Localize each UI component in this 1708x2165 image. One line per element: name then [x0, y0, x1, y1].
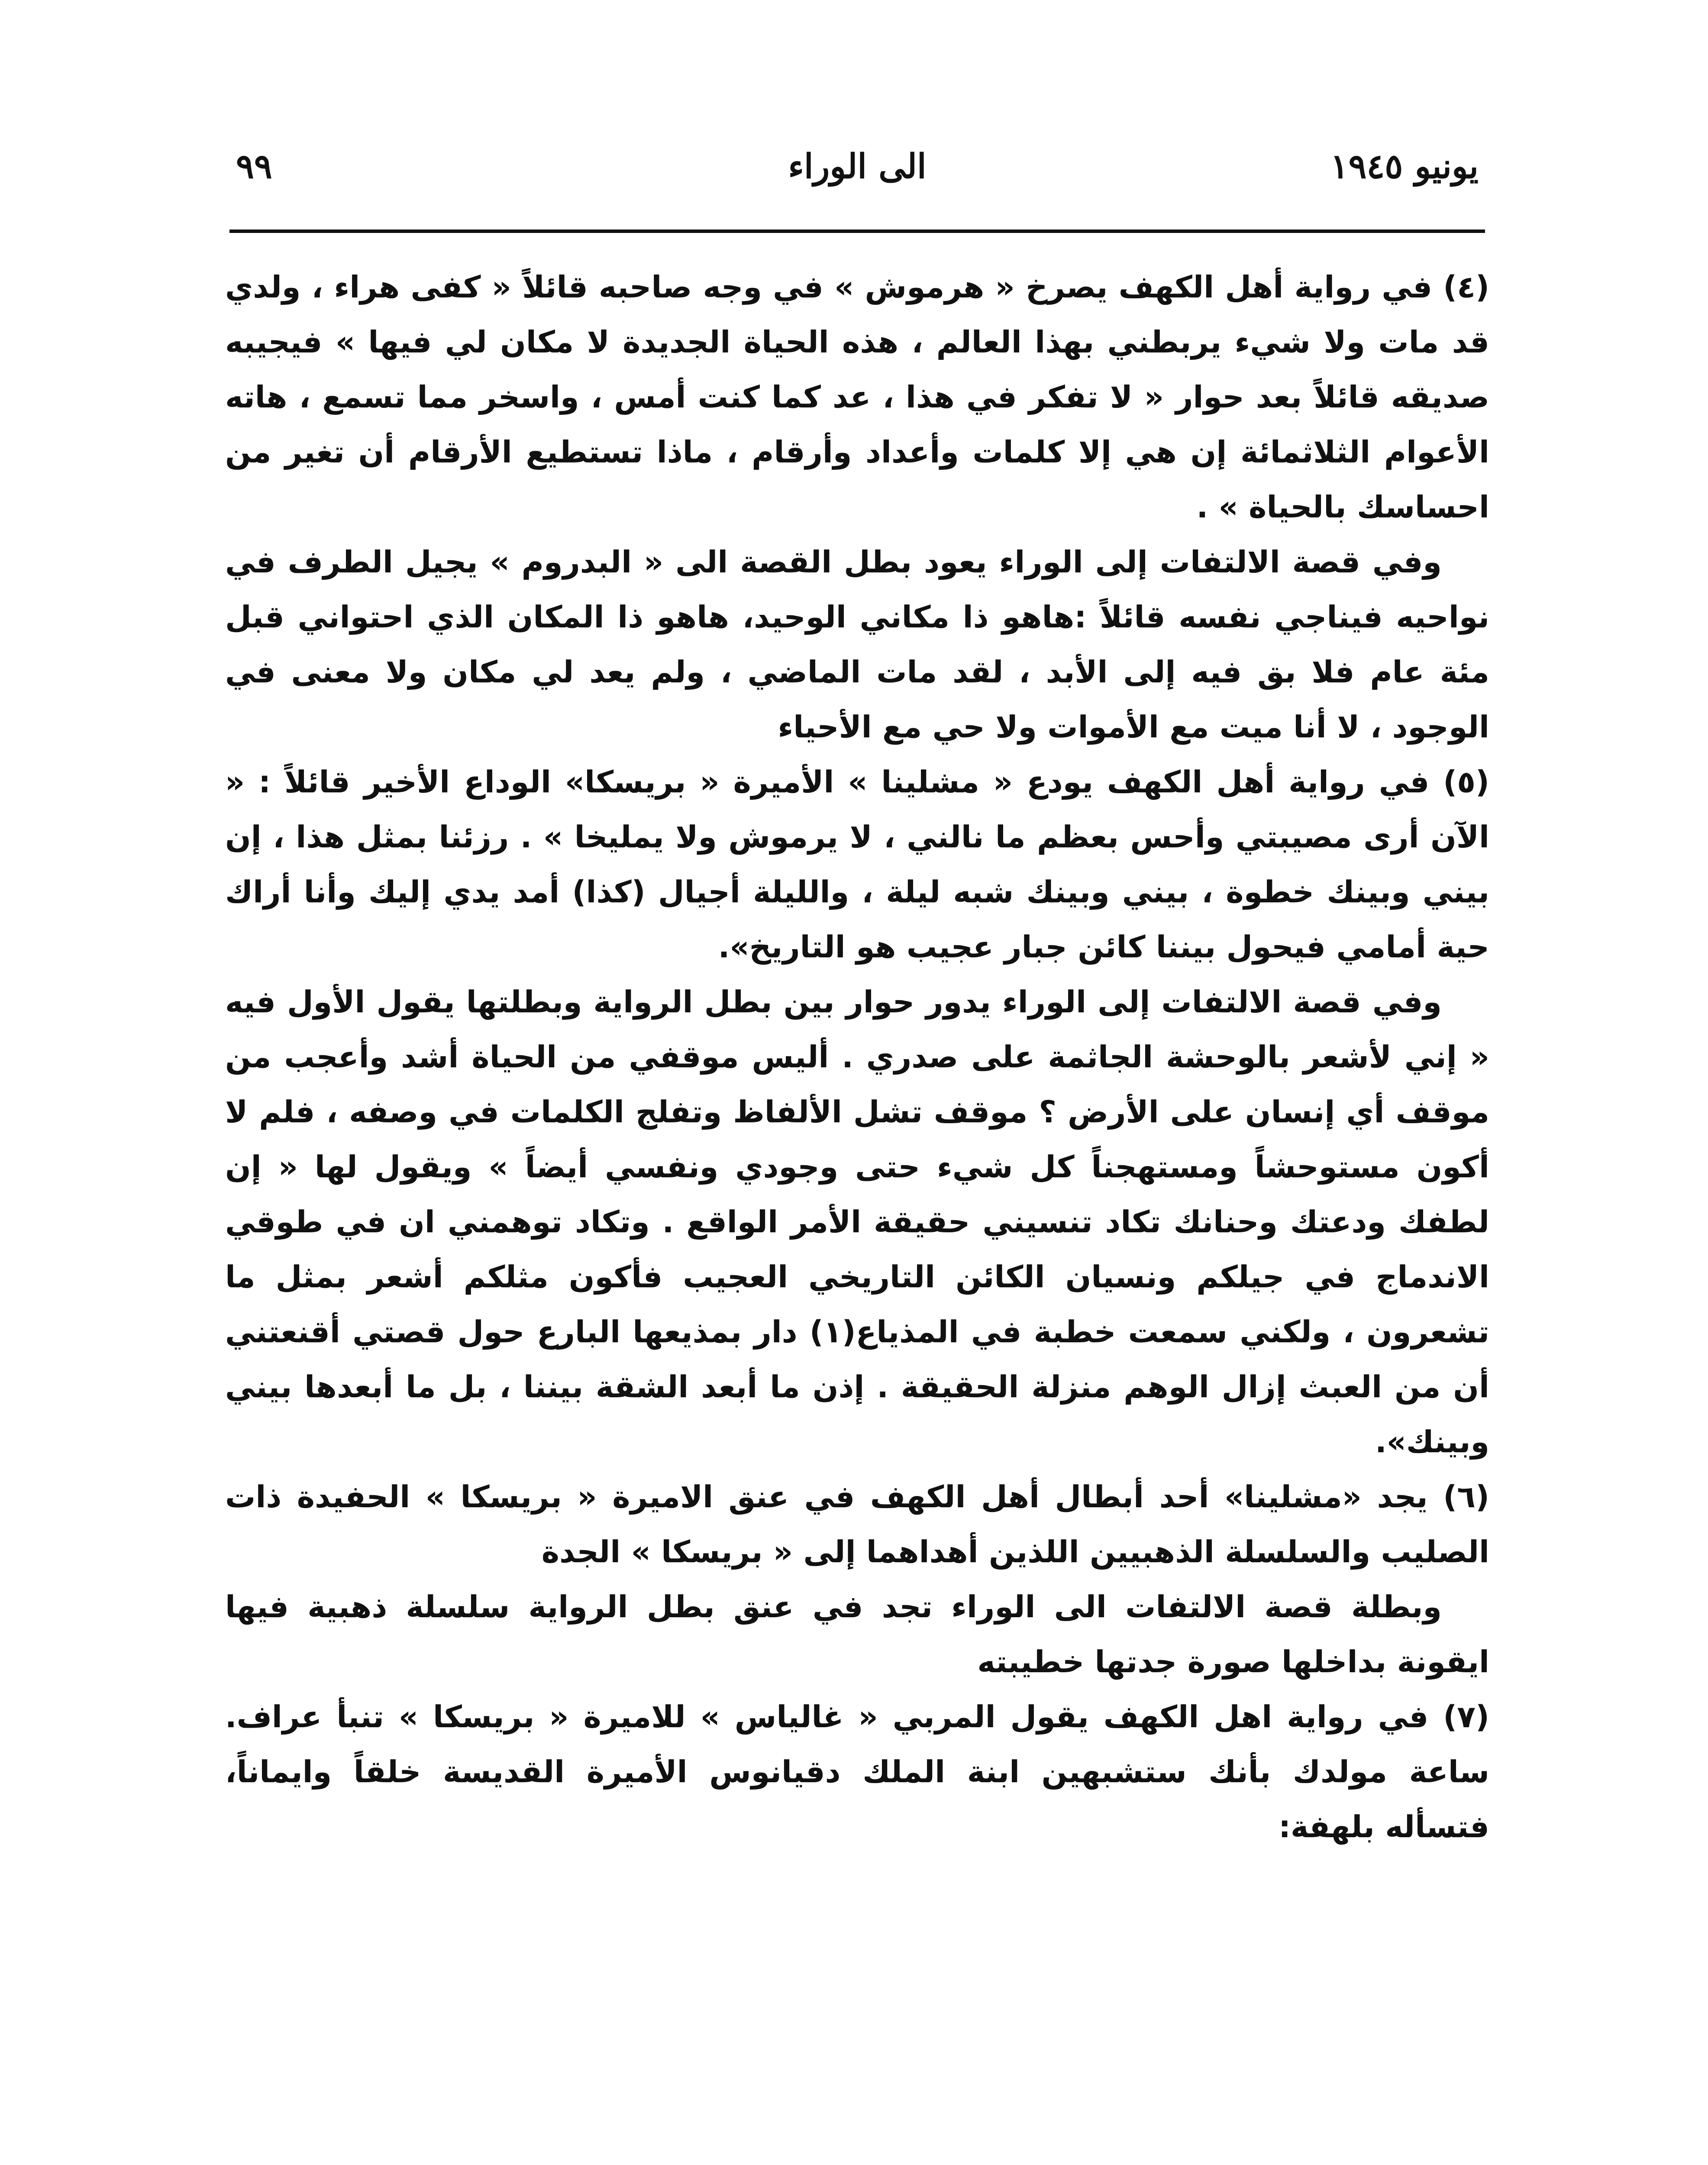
paragraph-note-4: (٤) في رواية أهل الكهف يصرخ « هرموش » في وجه صاحبه قائلاً « كفى هراء ، ولدي قد مات ولا شيء يربطني بهذا العالم ، هذه الحياة الجديدة لا مكان لي فيها » فيجيبه صديقه قائلاً بعد حوار « لا تفكر في هذا ، عد كما كنت أمس ، واسخر مما تسمع ، هاته الأعوام الثلاثمائة إن هي إلا كلمات وأعداد وأرقام ، ماذا تستطيع الأرقام أن تغير من احساسك بالحياة » . — [225, 269, 1489, 525]
article-body — [225, 260, 1489, 2165]
page-number: ٩٩ — [236, 147, 272, 186]
paragraph-comparison-6: وبطلة قصة الالتفات الى الوراء تجد في عنق بطل الرواية سلسلة ذهبية فيها ايقونة بداخلها صورة جدتها خطيبته — [225, 1589, 1489, 1680]
running-title: الى الوراء — [788, 147, 927, 186]
paragraph-note-7: (٧) في رواية اهل الكهف يقول المربي « غالياس » للاميرة « بريسكا » تنبأ عراف. ساعة مولدك بأنك ستشبهين ابنة الملك دقيانوس الأميرة القديسة خلقاً وايماناً، فتسأله بلهفة: — [225, 1699, 1489, 1845]
paragraph-comparison-4: وفي قصة الالتفات إلى الوراء يعود بطل القصة الى « البدروم » يجيل الطرف في نواحيه فيناجي نفسه قائلاً :هاهو ذا مكاني الوحيد، هاهو ذا المكان الذي احتواني قبل مئة عام فلا بق فيه إلى الأبد ، لقد مات الماضي ، ولم يعد لي مكان ولا معنى في الوجود ، لا أنا ميت مع الأموات ولا حي مع الأحياء — [225, 544, 1489, 745]
header-rule — [229, 229, 1485, 233]
page-header — [236, 143, 1479, 195]
paragraph-note-6: (٦) يجد «مشلينا» أحد أبطال أهل الكهف في عنق الاميرة « بريسكا » الحفيدة ذات الصليب والسلسلة الذهبيين اللذين أهداهما إلى « بريسكا » الجدة — [225, 1479, 1489, 1570]
paragraph-comparison-5: وفي قصة الالتفات إلى الوراء يدور حوار بين بطل الرواية وبطلتها يقول الأول فيه « إني لأشعر بالوحشة الجاثمة على صدري . أليس موقفي من الحياة أشد وأعجب من موقف أي إنسان على الأرض ؟ موقف تشل الألفاظ وتفلج الكلمات في وصفه ، فلم لا أكون مستوحشاً ومستهجناً كل شيء حتى وجودي ونفسي أيضاً » ويقول لها « إن لطفك ودعتك وحنانك تكاد تنسيني حقيقة الأمر الواقع . وتكاد توهمني ان في طوقي الاندماج في جيلكم ونسيان الكائن التاريخي العجيب فأكون مثلكم أشعر بمثل ما تشعرون ، ولكني سمعت خطبة في المذياع(١) دار بمذيعها البارع حول قصتي أقنعتني أن من العبث إزال الوهم منزلة الحقيقة . إذن ما أبعد الشقة بيننا ، بل ما أبعدها بيني وبينك». — [225, 984, 1489, 1460]
paragraph-note-5: (٥) في رواية أهل الكهف يودع « مشلينا » الأميرة « بريسكا» الوداع الأخير قائلاً : « الآن أرى مصيبتي وأحس بعظم ما نالني ، لا يرموش ولا يمليخا » . رزئنا بمثل هذا ، إن بيني وبينك خطوة ، بيني وبينك شبه ليلة ، والليلة أجيال (كذا) أمد يدي إليك وأنا أراك حية أمامي فيحول بيننا كائن جبار عجيب هو التاريخ». — [225, 764, 1489, 965]
issue-date: يونيو ١٩٤٥ — [1330, 147, 1479, 186]
